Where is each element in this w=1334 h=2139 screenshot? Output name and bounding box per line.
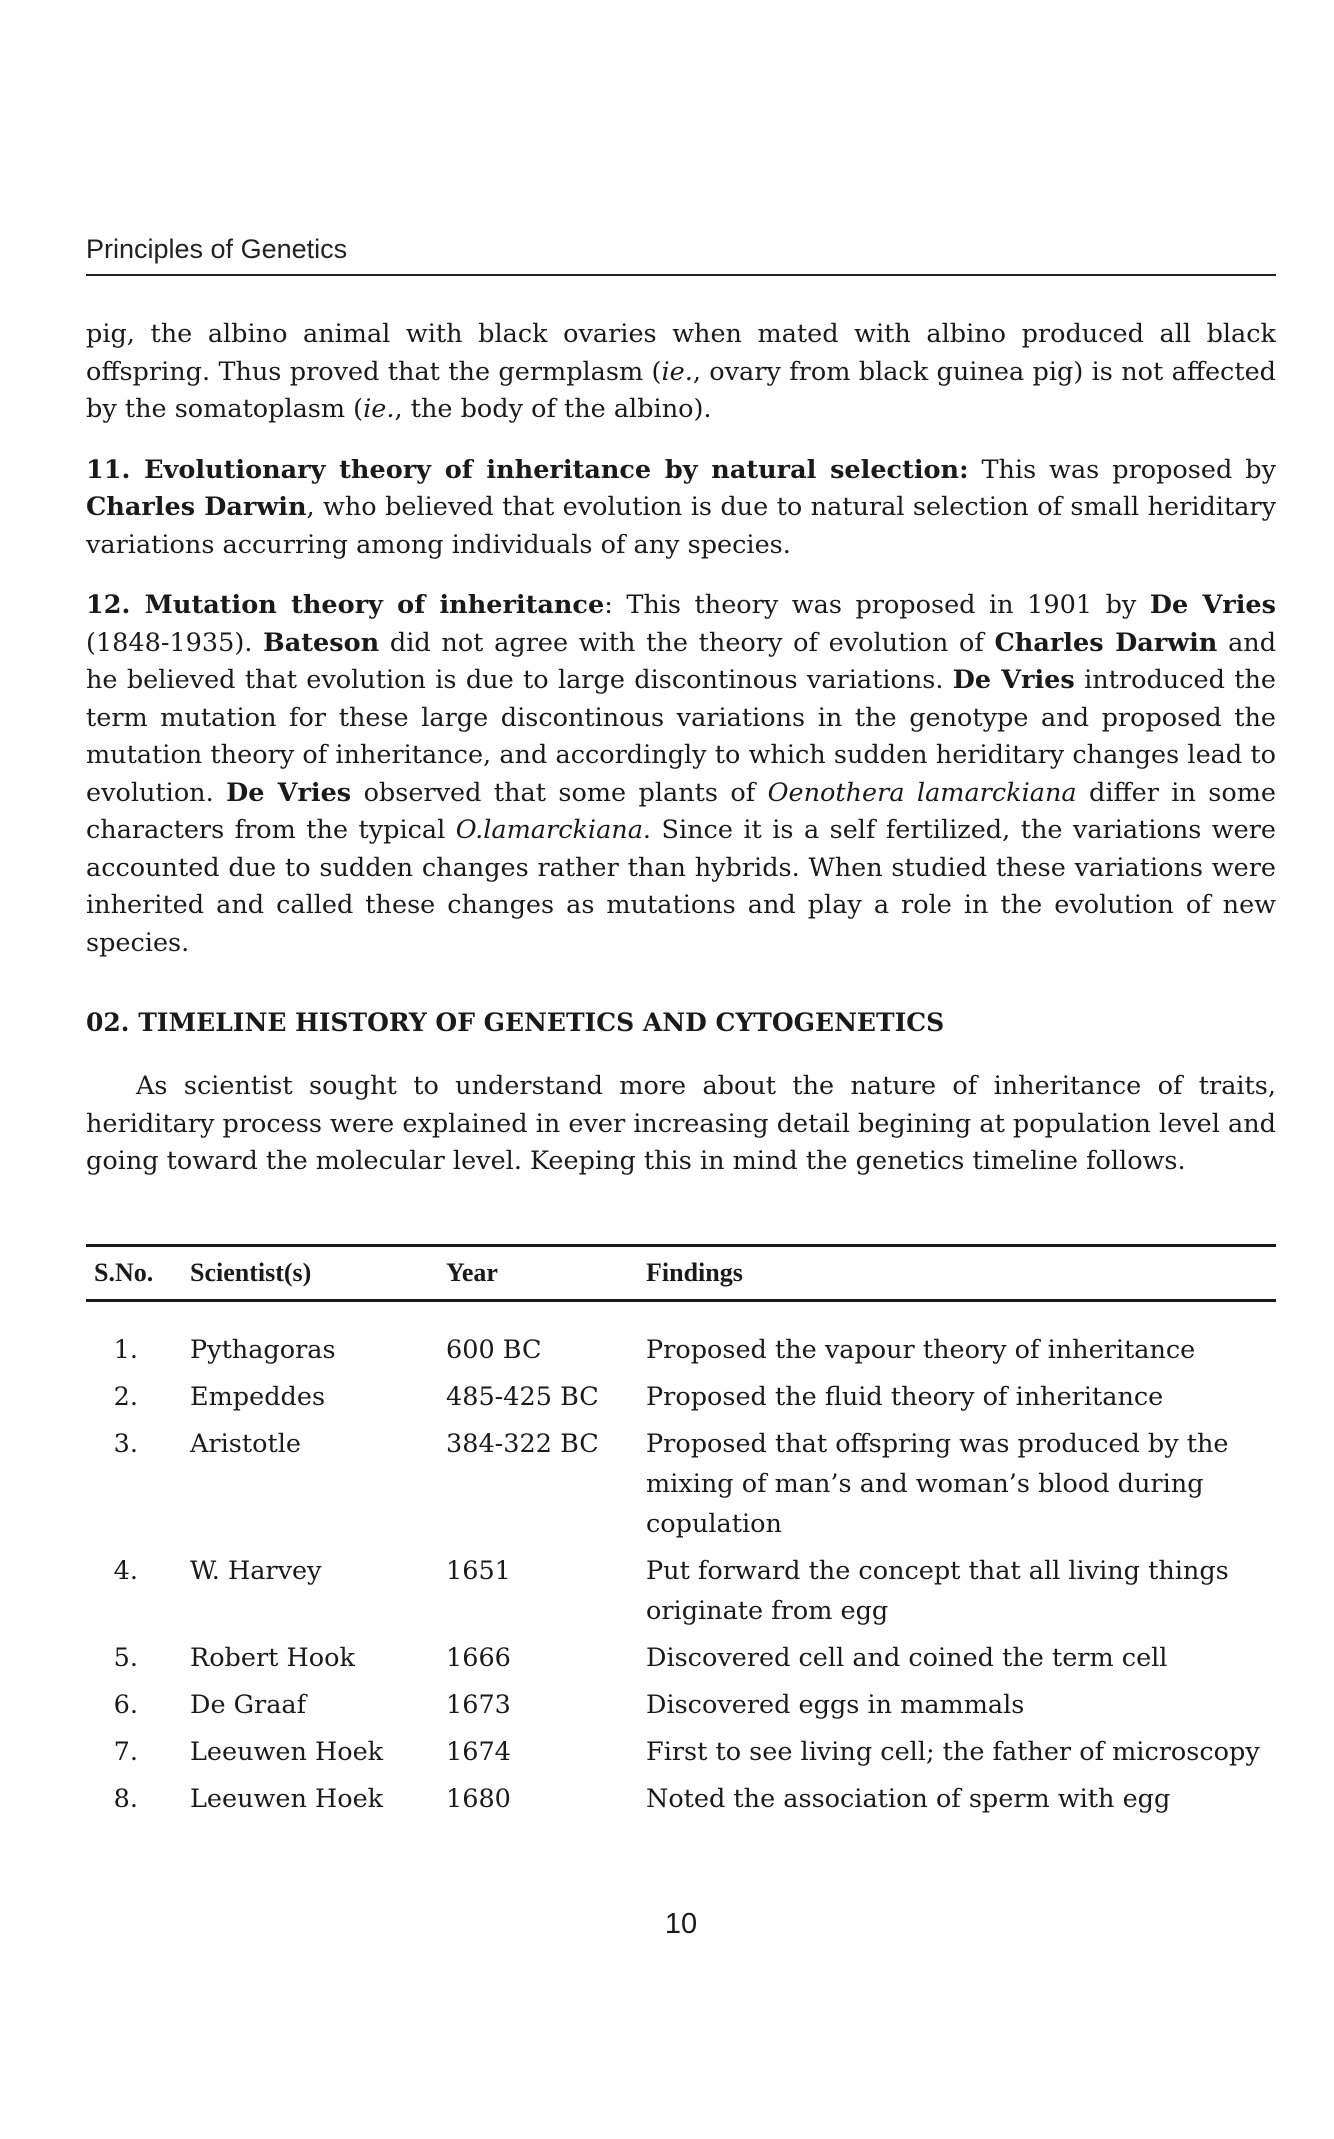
- header-year: Year: [446, 1258, 498, 1287]
- paragraph-natural-selection: 11. Evolutionary theory of inheritance by natural selection: This was proposed by Charles Darwin, who believed that evolution is due to natural selection of small heriditary variations accurring among individuals of any species.: [86, 454, 1277, 560]
- cell-finding: First to see living cell; the father of microscopy: [646, 1737, 1260, 1767]
- person-name: Charles Darwin: [994, 627, 1218, 658]
- cell-year: 384-322 BC: [446, 1429, 599, 1459]
- person-name: De Vries: [952, 665, 1075, 695]
- cell-sno: 5.: [113, 1643, 138, 1673]
- cell-year: 600 BC: [446, 1335, 542, 1365]
- header-findings: Findings: [646, 1258, 743, 1287]
- timeline-table: [86, 1244, 1276, 1826]
- cell-scientist: Aristotle: [190, 1429, 301, 1459]
- species-name: O.lamarckiana: [455, 815, 643, 845]
- table-body: [86, 1302, 1276, 1819]
- person-name: Charles Darwin: [86, 492, 307, 522]
- table-row: [86, 1638, 1276, 1678]
- cell-year: 485-425 BC: [446, 1382, 599, 1412]
- table-row: [86, 1551, 1276, 1631]
- cell-sno: 3.: [113, 1429, 138, 1459]
- cell-sno: 4.: [113, 1556, 138, 1586]
- header-sno: S.No.: [94, 1258, 154, 1287]
- paragraph-heading: 11. Evolutionary theory of inheritance by natural selection:: [86, 454, 969, 485]
- cell-scientist: Leeuwen Hoek: [190, 1784, 384, 1814]
- cell-sno: 8.: [113, 1784, 138, 1814]
- table-row: [86, 1330, 1276, 1370]
- section-title: 02. TIMELINE HISTORY OF GENETICS AND CYTOGENETICS: [86, 1008, 945, 1037]
- page-number: 10: [664, 1908, 698, 1940]
- cell-sno: 2.: [113, 1382, 138, 1412]
- cell-sno: 7.: [113, 1737, 138, 1767]
- cell-year: 1674: [446, 1737, 511, 1767]
- table-header-row: [86, 1247, 1276, 1299]
- person-name: De Vries: [1149, 590, 1276, 620]
- paragraph-heading: 12. Mutation theory of inheritance: [86, 590, 605, 620]
- cell-finding: Discovered cell and coined the term cell: [646, 1643, 1168, 1673]
- header-rule: [86, 274, 1276, 276]
- cell-scientist: Empeddes: [190, 1382, 326, 1412]
- cell-scientist: Leeuwen Hoek: [190, 1737, 384, 1767]
- cell-finding: Proposed that offspring was produced by the mixing of man’s and woman’s blood during copulation: [646, 1429, 1229, 1539]
- cell-year: 1666: [446, 1643, 511, 1673]
- cell-scientist: W. Harvey: [190, 1556, 322, 1586]
- species-name: Oenothera lamarckiana: [767, 777, 1077, 808]
- cell-finding: Discovered eggs in mammals: [646, 1690, 1025, 1720]
- running-header: Principles of Genetics: [86, 234, 348, 264]
- cell-finding: Noted the association of sperm with egg: [646, 1784, 1171, 1814]
- header-scientist: Scientist(s): [190, 1258, 312, 1287]
- table-row: [86, 1732, 1276, 1772]
- cell-year: 1680: [446, 1784, 511, 1814]
- section-intro: As scientist sought to understand more about the nature of inheritance of traits, heriditary process were explained in ever increasing detail begining at population level and going toward the molecular level. Keeping this in mind the genetics timeline follows.: [86, 1071, 1276, 1176]
- paragraph-continuation: pig, the albino animal with black ovaries when mated with albino produced all black offspring. Thus proved that the germplasm (ie., ovary from black guinea pig) is not affected by the somatoplasm (ie., the body of the albino).: [86, 319, 1276, 424]
- table-row: [86, 1685, 1276, 1725]
- cell-finding: Proposed the fluid theory of inheritance: [646, 1382, 1164, 1412]
- table-row: [86, 1424, 1276, 1544]
- cell-finding: Put forward the concept that all living things originate from egg: [646, 1556, 1229, 1626]
- table-row: [86, 1377, 1276, 1417]
- cell-scientist: Robert Hook: [190, 1643, 355, 1673]
- cell-scientist: Pythagoras: [190, 1335, 336, 1365]
- paragraph-mutation-theory: 12. Mutation theory of inheritance: This theory was proposed in 1901 by De Vries (1848-1935). Bateson did not agree with the theory of evolution of Charles Darwin and he believed that evolution is due to large discontinous variations. De Vries introduced the term mutation for these large discontinous variations in the genotype and proposed the mutation theory of inheritance, and accordingly to which sudden heriditary changes lead to evolution. De Vries observed that some plants of Oenothera lamarckiana differ in some characters from the typical O.lamarckiana. Since it is a self fertilized, the variations were accounted due to sudden changes rather than hybrids. When studied these variations were inherited and called these changes as mutations and play a role in the evolution of new species.: [86, 590, 1277, 958]
- cell-finding: Proposed the vapour theory of inheritance: [646, 1335, 1196, 1365]
- table-row: [86, 1779, 1276, 1819]
- cell-year: 1651: [446, 1556, 511, 1586]
- person-name: Bateson: [263, 627, 380, 658]
- cell-year: 1673: [446, 1690, 511, 1720]
- cell-sno: 1.: [113, 1335, 138, 1365]
- cell-scientist: De Graaf: [190, 1690, 307, 1720]
- body-text: [86, 316, 1276, 985]
- person-name: De Vries: [226, 777, 352, 808]
- cell-sno: 6.: [113, 1690, 138, 1720]
